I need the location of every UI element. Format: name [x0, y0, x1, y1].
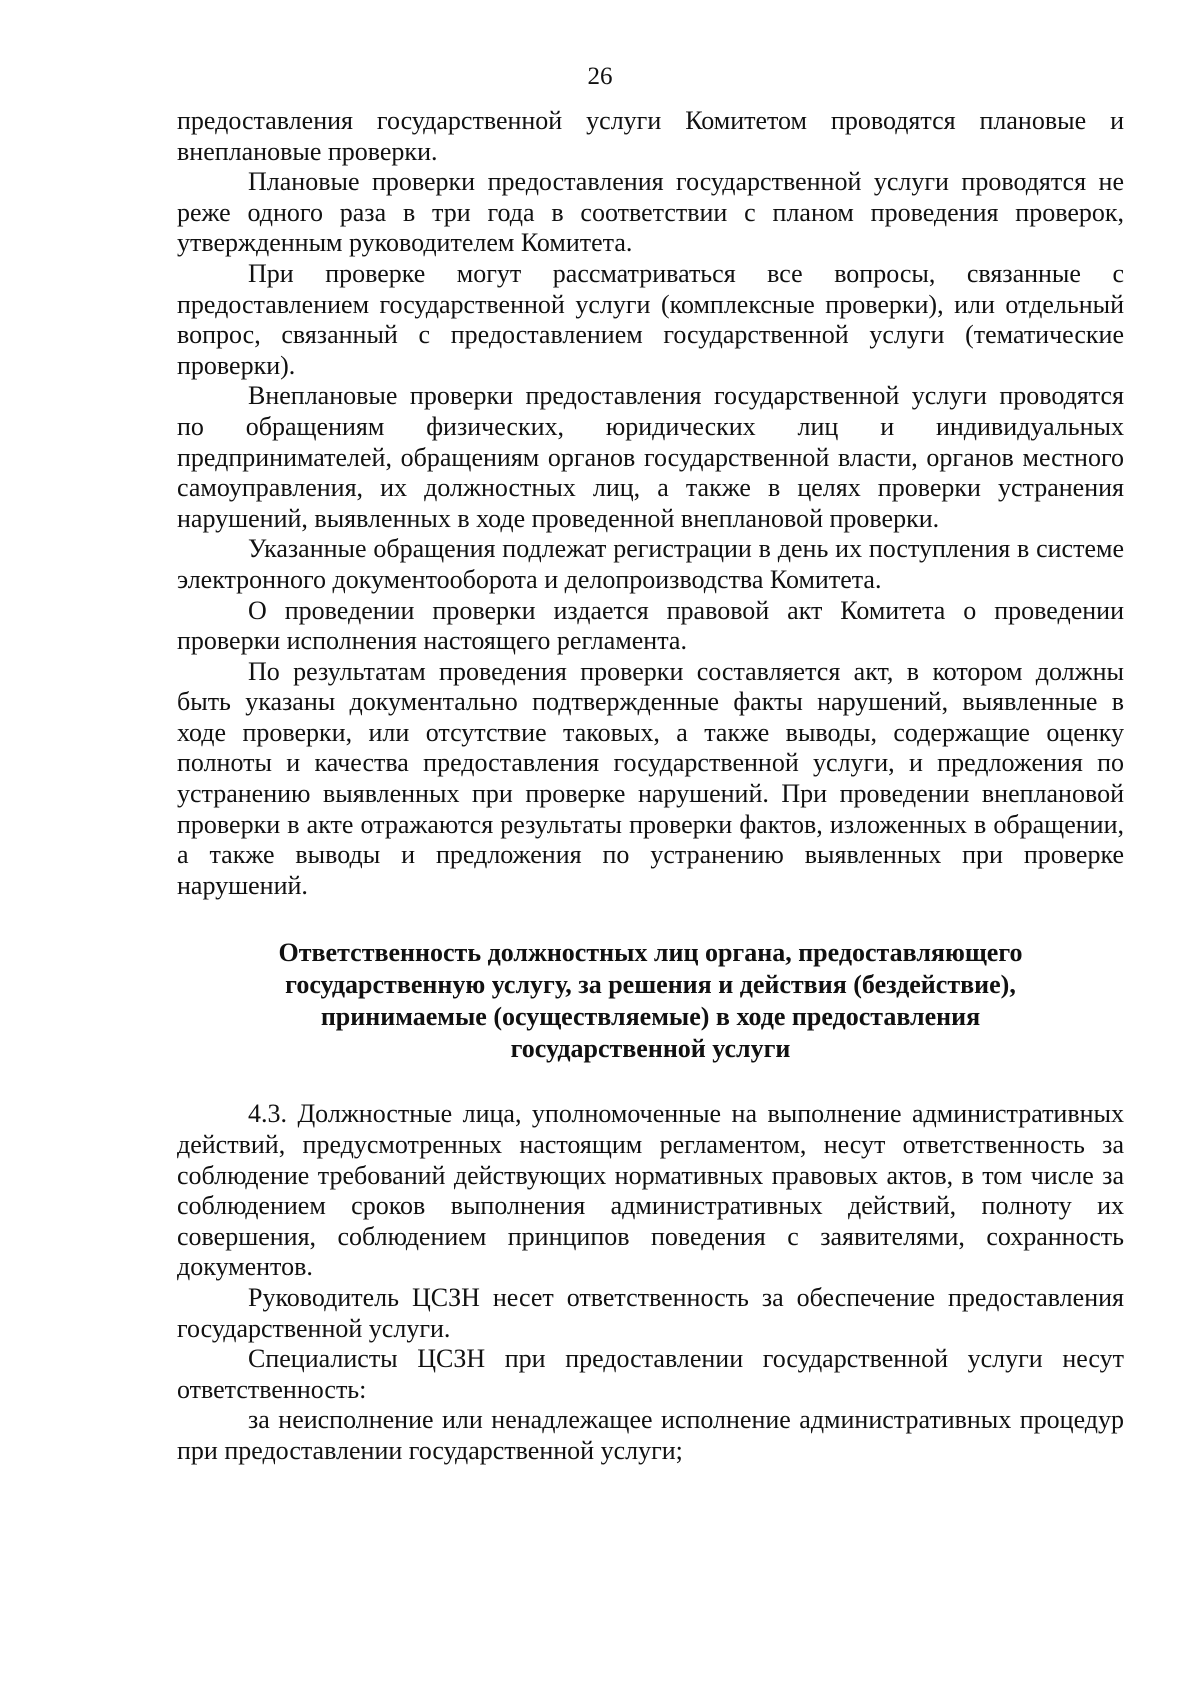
paragraph-legal-act: О проведении проверки издается правовой акт Комитета о проведении проверки исполнения настоящего регламента. — [177, 595, 1124, 656]
document-body — [177, 106, 1124, 1467]
section-heading — [177, 937, 1124, 1065]
paragraph-continuation: предоставления государственной услуги Комитетом проводятся плановые и внеплановые проверки. — [177, 106, 1124, 166]
heading-line: государственную услугу, за решения и действия (бездействие), — [285, 970, 1016, 1000]
heading-line: Ответственность должностных лиц органа, предоставляющего — [278, 938, 1023, 968]
paragraph-inspection-scope: При проверке могут рассматриваться все вопросы, связанные с предоставлением государственной услуги (комплексные проверки), или отдельный вопрос, связанный с предоставлением государственной услуги (тематические проверки). — [177, 258, 1124, 380]
heading-line: принимаемые (осуществляемые) в ходе предоставления — [320, 1002, 981, 1032]
paragraph-specialists-responsibility: Специалисты ЦСЗН при предоставлении государственной услуги несут ответственность: — [177, 1344, 1124, 1404]
paragraph-registration: Указанные обращения подлежат регистрации в день их поступления в системе электронного документооборота и делопроизводства Комитета. — [177, 534, 1124, 594]
page-number: 26 — [587, 63, 613, 90]
section-before-heading — [177, 106, 1124, 901]
paragraph-head-responsibility: Руководитель ЦСЗН несет ответственность за обеспечение предоставления государственной услуги. — [177, 1283, 1124, 1343]
paragraph-unscheduled-inspections: Внеплановые проверки предоставления государственной услуги проводятся по обращениям физических, юридических лиц и индивидуальных предпринимателей, обращениям органов государственной власти, органов местного самоуправления, их должностных лиц, а также в целях проверки устранения нарушений, выявленных в ходе проведенной внеплановой проверки. — [177, 381, 1124, 533]
paragraph-planned-inspections: Плановые проверки предоставления государственной услуги проводятся не реже одного раза в три года в соответствии с планом проведения проверок, утвержденным руководителем Комитета. — [177, 167, 1124, 258]
section-after-heading — [177, 1099, 1124, 1466]
paragraph-4-3: 4.3. Должностные лица, уполномоченные на выполнение административных действий, предусмотренных настоящим регламентом, несут ответственность за соблюдение требований действующих нормативных правовых актов, в том числе за соблюдением сроков выполнения административных действий, полноту их совершения, соблюдением принципов поведения с заявителями, сохранность документов. — [177, 1099, 1124, 1282]
heading-line: государственной услуги — [510, 1034, 791, 1064]
paragraph-inspection-results: По результатам проведения проверки составляется акт, в котором должны быть указаны документально подтвержденные факты нарушений, выявленные в ходе проверки, или отсутствие таковых, а также выводы, содержащие оценку полноты и качества предоставления государственной услуги, и предложения по устранению выявленных при проверке нарушений. При проведении внеплановой проверки в акте отражаются результаты проверки фактов, изложенных в обращении, а также выводы и предложения по устранению выявленных при проверке нарушений. — [177, 656, 1124, 900]
paragraph-nonperformance: за неисполнение или ненадлежащее исполнение административных процедур при предоставлении государственной услуги; — [177, 1405, 1124, 1465]
